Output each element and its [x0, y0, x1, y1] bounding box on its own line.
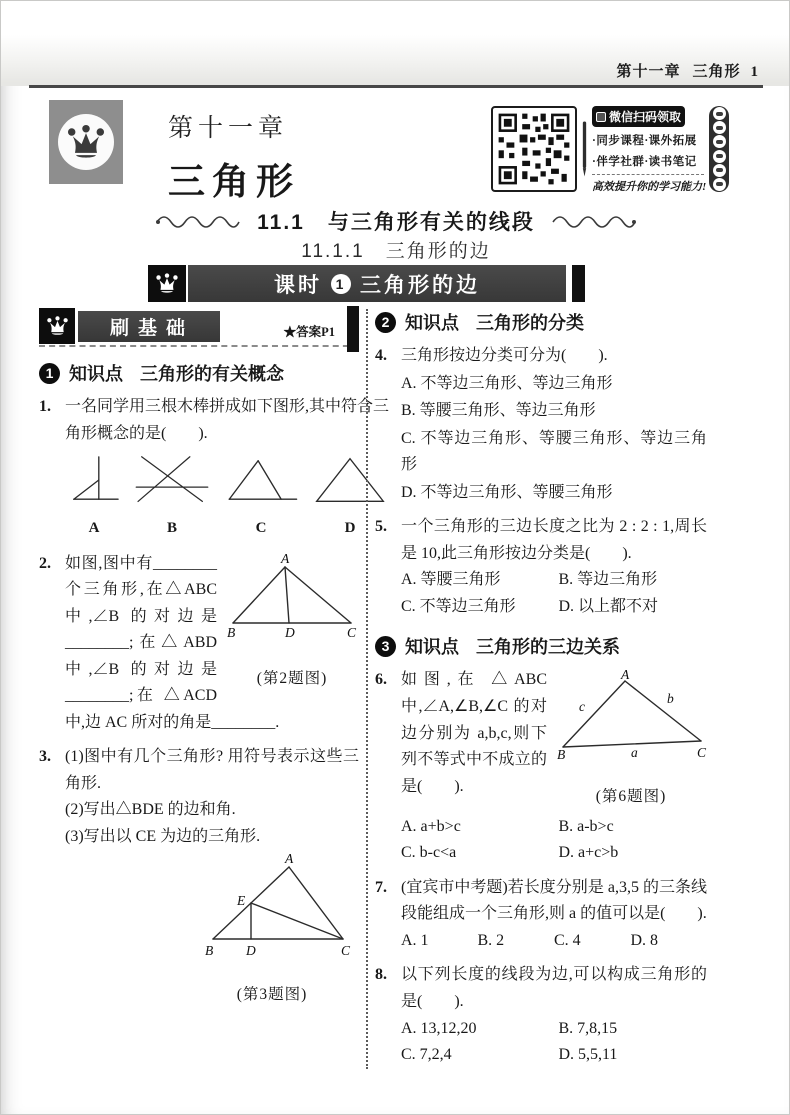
kp-title: 三角形的三边关系	[476, 637, 620, 658]
chapter-label: 第十一章	[168, 114, 289, 142]
drill-basics-header	[39, 307, 359, 347]
problem-4	[375, 343, 707, 506]
kp-label: 知识点	[405, 313, 459, 333]
column-divider	[366, 309, 368, 1069]
problem-subitem: (3)写出以 CE 为边的三角形.	[65, 828, 261, 845]
vertex-label: B	[205, 942, 214, 958]
option-d: D. 8	[630, 931, 659, 949]
qr-code-image	[496, 111, 572, 187]
options-list	[401, 371, 707, 507]
page-number: 1	[750, 64, 759, 80]
option-c: C. 不等边三角形	[401, 597, 516, 615]
problem-1-figures	[65, 455, 389, 540]
option-d: D. 以上都不对	[558, 597, 659, 615]
vertex-label: A	[621, 669, 630, 683]
problem-2	[39, 551, 359, 737]
vertex-label: A	[281, 552, 290, 566]
option-d: D. a+c>b	[558, 844, 619, 862]
options-row	[401, 928, 707, 955]
problem-2-figure	[225, 553, 359, 692]
drill-end-bar	[347, 306, 359, 352]
answer-reference: ★答案P1	[283, 325, 335, 339]
problem-number: 5.	[375, 518, 387, 536]
knowledge-point-2	[375, 309, 707, 335]
problem-number: 1.	[39, 398, 51, 415]
vertex-label: C	[347, 624, 357, 640]
problem-text: 如图,在 △ABC 中,∠A,∠B,∠C 的对边分别为 a,b,c,则下列不等式中不成立的是( ).	[401, 671, 547, 795]
two-column-body	[39, 307, 707, 1069]
option-d: D. 5,5,11	[558, 1046, 618, 1064]
section-heading-row	[1, 206, 790, 236]
banner-lesson-number: 1	[331, 274, 351, 294]
knowledge-point-1	[39, 360, 359, 386]
option-c: C. b-c<a	[401, 844, 457, 862]
problem-text: 以下列长度的线段为边,可以构成三角形的是( ).	[401, 966, 707, 1011]
wechat-icon	[596, 112, 606, 122]
option-a: A. 13,12,20	[401, 1019, 477, 1037]
figure-caption: (第6题图)	[595, 788, 667, 806]
figure-caption: (第2题图)	[256, 670, 328, 688]
strip-icon	[713, 135, 726, 148]
right-column	[375, 307, 707, 1069]
wechat-badge-label: 微信扫码领取	[609, 110, 682, 124]
option-b: B. 7,8,15	[558, 1019, 618, 1037]
kp-number-badge: 2	[375, 312, 396, 333]
problem-text: (宜宾市中考题)若长度分别是 a,3,5 的三条线段能组成一个三角形,则 a 的值可以是( ).	[401, 878, 707, 923]
drill-crown-icon	[39, 308, 75, 344]
drill-title: 刷基础	[78, 311, 220, 342]
problem-text: 三角形按边分类可分为( ).	[401, 347, 608, 364]
banner-bar	[188, 265, 566, 302]
flourish-right-icon	[551, 213, 637, 229]
subsection-title: 11.1.1 三角形的边	[301, 241, 491, 262]
problem-text: 一名同学用三根木棒拼成如下图形,其中符合三角形概念的是( ).	[65, 398, 390, 442]
strip-icon	[713, 178, 726, 191]
pen-icon	[582, 114, 587, 184]
option-a: A. 1	[401, 931, 429, 949]
chapter-title-block	[168, 108, 300, 205]
qr-bullet-1: ·同步课程·课外拓展	[592, 135, 697, 147]
left-column	[39, 307, 390, 1069]
running-header-chapter: 第十一章	[616, 64, 681, 80]
problem-text: 如图,图中有________个三角形,在△ABC 中,∠B 的对边是________;在△ABD 中,∠B 的对边是________;在 △ACD 中,边 AC 所对的角是________.	[65, 554, 280, 731]
banner-end-block	[572, 265, 585, 302]
problem-7	[375, 875, 707, 955]
qr-side-icon-strip	[709, 106, 729, 192]
option-c: C. 不等边三角形、等腰三角形、等边三角形	[401, 429, 707, 474]
problem-3-figure	[189, 853, 355, 1008]
options-grid	[401, 1016, 707, 1069]
knowledge-point-3	[375, 633, 707, 659]
kp-title: 三角形的分类	[476, 313, 584, 333]
problem-number: 4.	[375, 347, 387, 364]
strip-icon	[713, 121, 726, 134]
option-b: B. 等边三角形	[558, 571, 658, 589]
figure-label: A	[88, 519, 100, 536]
options-grid	[401, 567, 707, 620]
problem-6-figure	[555, 669, 707, 809]
kp-label: 知识点	[405, 637, 459, 658]
problem-number: 3.	[39, 748, 51, 766]
problem-number: 2.	[39, 554, 51, 572]
problem-subitem: (1)图中有几个三角形? 用符号表示这些三角形.	[65, 748, 359, 792]
problem-subitem: (2)写出△BDE 的边和角.	[65, 801, 236, 819]
option-b: B. 2	[477, 931, 505, 949]
figure-label: C	[255, 519, 267, 536]
kp-number-badge: 3	[375, 636, 396, 657]
option-c: C. 4	[554, 931, 581, 949]
kp-number-badge: 1	[39, 363, 60, 384]
kp-label: 知识点	[69, 364, 123, 384]
qr-bullet-2: ·伴学社群·读书笔记	[592, 156, 697, 168]
qr-code	[491, 106, 577, 192]
problem-number: 6.	[375, 671, 387, 689]
section-title: 11.1 与三角形有关的线段	[257, 211, 535, 234]
problem-1	[39, 394, 390, 543]
figure-label: D	[344, 519, 356, 536]
option-a: A. 等腰三角形	[401, 571, 501, 589]
chapter-title: 三角形	[168, 161, 300, 202]
vertex-label: D	[285, 624, 295, 640]
figure-option-c	[221, 455, 301, 540]
options-grid	[401, 814, 707, 867]
banner-crown-icon	[148, 265, 186, 302]
lesson-banner	[148, 265, 585, 302]
vertex-label: A	[285, 852, 294, 866]
vertex-label: E	[237, 892, 246, 908]
qr-promo-panel	[491, 106, 729, 194]
qr-slogan: 高效提升你的学习能力!	[592, 174, 704, 194]
problem-6	[375, 667, 707, 866]
option-b: B. 等腰三角形、等边三角形	[401, 402, 596, 420]
option-b: B. a-b>c	[558, 817, 614, 835]
problem-3	[39, 744, 359, 1007]
option-a: A. 不等边三角形、等边三角形	[401, 374, 613, 392]
banner-label: 课时	[274, 273, 322, 297]
running-header	[616, 60, 759, 81]
running-header-title: 三角形	[692, 64, 741, 80]
vertex-label: D	[246, 942, 256, 958]
problem-text: 一个三角形的三边长度之比为 2 : 2 : 1,周长是 10,此三角形按边分类是( ).	[401, 518, 707, 562]
kp-title: 三角形的有关概念	[140, 364, 284, 384]
option-d: D. 不等边三角形、等腰三角形	[401, 483, 613, 501]
problem-number: 7.	[375, 878, 387, 896]
header-rule	[29, 85, 763, 88]
flourish-left-icon	[155, 213, 241, 229]
strip-icon	[713, 150, 726, 163]
vertex-label: B	[227, 624, 236, 640]
vertex-label: B	[557, 747, 566, 762]
vertex-label: C	[697, 745, 707, 761]
figure-option-b	[133, 455, 211, 540]
banner-title: 三角形的边	[360, 273, 480, 297]
qr-text-block	[592, 106, 707, 194]
problem-8	[375, 962, 707, 1068]
wechat-badge	[592, 106, 685, 127]
figure-label: B	[166, 519, 177, 536]
side-label: b	[667, 691, 674, 707]
figure-caption: (第3题图)	[236, 986, 308, 1004]
strip-icon	[713, 164, 726, 177]
option-a: A. a+b>c	[401, 817, 461, 835]
vertex-label: C	[341, 942, 351, 958]
side-label: c	[579, 699, 585, 715]
problem-5	[375, 514, 707, 620]
problem-number: 8.	[375, 966, 387, 984]
side-label: a	[631, 745, 638, 761]
figure-option-a	[65, 455, 123, 540]
option-c: C. 7,2,4	[401, 1046, 452, 1064]
chapter-logo-crown-icon	[49, 100, 123, 184]
strip-icon	[713, 107, 726, 120]
